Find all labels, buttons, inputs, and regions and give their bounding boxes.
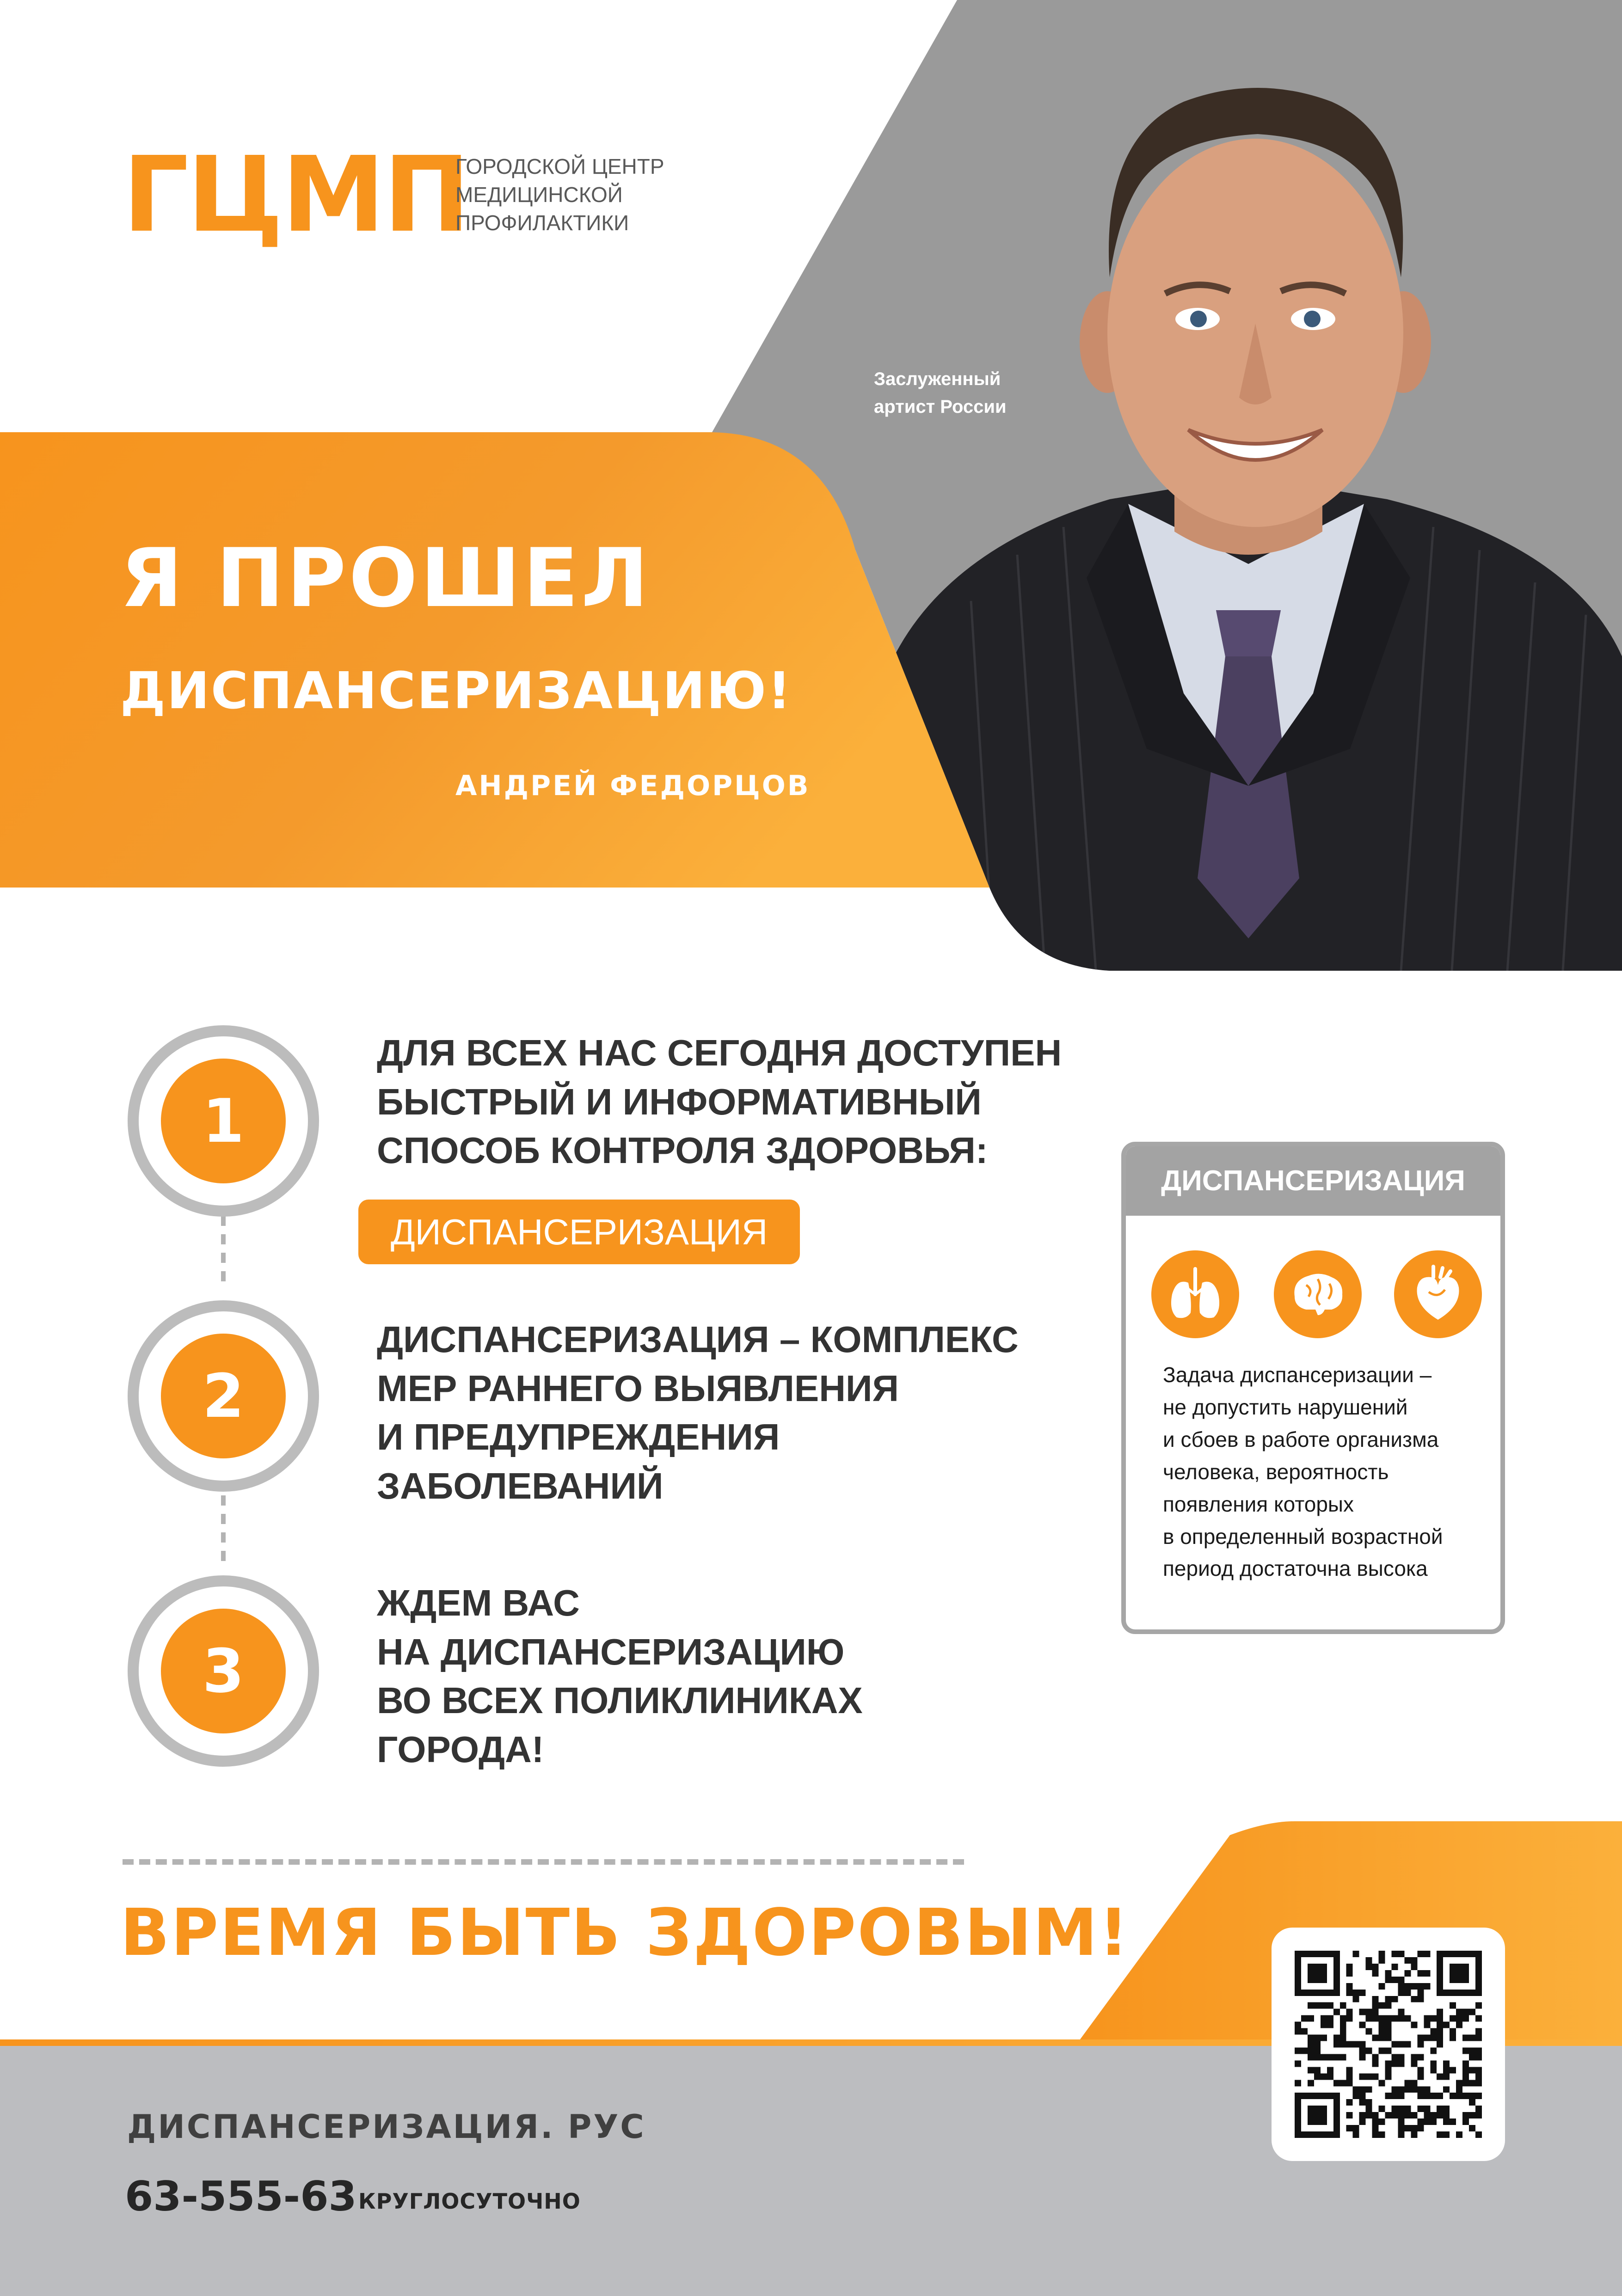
step-line: ВО ВСЕХ ПОЛИКЛИНИКАХ [377, 1680, 863, 1721]
step-line: СПОСОБ КОНТРОЛЯ ЗДОРОВЬЯ: [377, 1130, 988, 1171]
info-card [1121, 1142, 1505, 1634]
step-line: ЗАБОЛЕВАНИЙ [377, 1465, 664, 1506]
logo-line: МЕДИЦИНСКОЙ [455, 183, 623, 207]
phone-number[interactable]: 63-555-63 [125, 2173, 357, 2220]
heart-icon [1394, 1250, 1482, 1338]
steps-graphic [125, 1017, 338, 1803]
lungs-icon [1151, 1250, 1239, 1338]
step-line: ЖДЕМ ВАС [377, 1582, 580, 1623]
step-line: И ПРЕДУПРЕЖДЕНИЯ [377, 1416, 780, 1458]
step-number: 1 [202, 1086, 245, 1156]
step-circle-1 [133, 1031, 313, 1211]
step-2-text [377, 1315, 1019, 1510]
info-card-title: ДИСПАНСЕРИЗАЦИЯ [1126, 1146, 1500, 1216]
slogan: ВРЕМЯ БЫТЬ ЗДОРОВЫМ! [120, 1895, 1130, 1971]
phone-note: КРУГЛОСУТОЧНО [358, 2189, 581, 2214]
logo-mark: ГЦМП [123, 135, 469, 256]
logo-text [455, 153, 664, 238]
brain-icon [1274, 1250, 1362, 1338]
info-line: человека, вероятность [1163, 1459, 1389, 1484]
info-line: и сбоев в работе организма [1163, 1427, 1439, 1451]
info-line: не допустить нарушений [1163, 1395, 1408, 1419]
step-line: БЫСТРЫЙ И ИНФОРМАТИВНЫЙ [377, 1081, 982, 1122]
info-line: Задача диспансеризации – [1163, 1363, 1432, 1387]
qr-code-pattern [1295, 1951, 1482, 2138]
info-line: появления которых [1163, 1492, 1354, 1516]
caption-line: Заслуженный [874, 369, 1001, 389]
qr-code[interactable] [1272, 1928, 1505, 2161]
step-line: ДИСПАНСЕРИЗАЦИЯ – КОМПЛЕКС [377, 1319, 1019, 1360]
step-line: НА ДИСПАНСЕРИЗАЦИЮ [377, 1631, 845, 1672]
step-circle-2 [133, 1306, 313, 1486]
info-line: период достаточна высока [1163, 1556, 1428, 1581]
step-number: 3 [202, 1636, 245, 1706]
caption-line: артист России [874, 397, 1007, 417]
step-line: ГОРОДА! [377, 1728, 544, 1770]
website-link[interactable]: ДИСПАНСЕРИЗАЦИЯ. РУС [127, 2108, 646, 2146]
step-1-text [377, 1029, 1062, 1175]
step-number: 2 [202, 1361, 245, 1431]
step-3-text [377, 1579, 863, 1774]
step-circle-3 [133, 1581, 313, 1761]
headline-line-2: ДИСПАНСЕРИЗАЦИЮ! [120, 661, 793, 720]
person-name: АНДРЕЙ ФЕДОРЦОВ [455, 770, 811, 802]
headline-line-1: Я ПРОШЕЛ [120, 532, 651, 625]
photo-caption [874, 365, 1007, 421]
logo-line: ПРОФИЛАКТИКИ [455, 211, 629, 235]
step-line: ДЛЯ ВСЕХ НАС СЕГОДНЯ ДОСТУПЕН [377, 1032, 1062, 1073]
info-card-text [1163, 1359, 1487, 1585]
dispanserization-tag: ДИСПАНСЕРИЗАЦИЯ [358, 1200, 800, 1264]
info-line: в определенный возрастной [1163, 1524, 1443, 1549]
step-line: МЕР РАННЕГО ВЫЯВЛЕНИЯ [377, 1367, 899, 1409]
logo-line: ГОРОДСКОЙ ЦЕНТР [455, 154, 664, 178]
dashed-divider [123, 1859, 964, 1865]
